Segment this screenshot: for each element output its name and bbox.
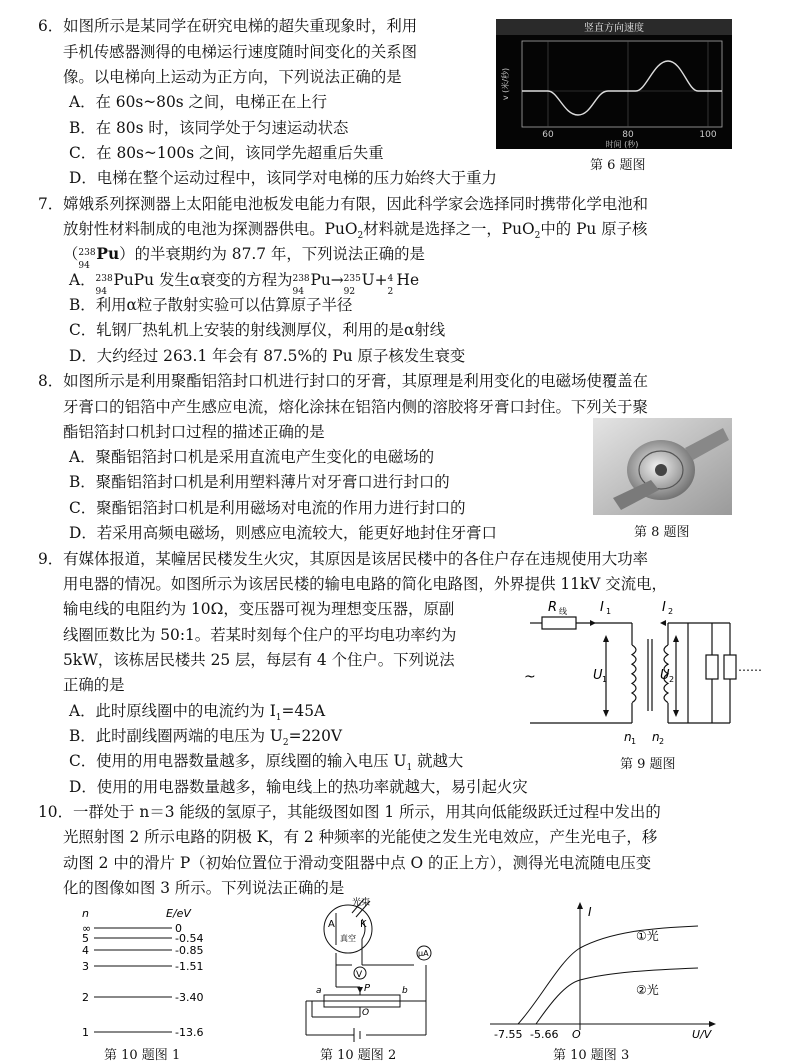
q10-fig3-xlabel: U/V <box>692 1028 712 1040</box>
q9-option-c: C．使用的用电器数量越多，原线圈的输入电压 $U_1$ 就越大 <box>69 752 464 774</box>
q9-line-4: 线圈匝数比为 50:1。若某时刻每个住户的平均电功率约为 <box>63 626 457 644</box>
q9-line-1: 9．有媒体报道，某幢居民楼发生火灾，其原因是该居民楼中的各住户存在违规使用大功率 <box>38 550 649 568</box>
q9-label-r: R <box>548 600 558 615</box>
q10-fig2-label-a: A <box>328 919 335 930</box>
svg-text:2: 2 <box>659 737 665 745</box>
q6-option-c: C．在 80s~100s 之间，该同学先超重后失重 <box>69 144 384 162</box>
q10-level-n-inf: ∞ <box>82 922 92 935</box>
q6-line-3: 像。以电梯向上运动为正方向，下列说法正确的是 <box>63 68 402 86</box>
q10-fig3-ylabel: I <box>588 905 592 919</box>
q9-label-ac: ~ <box>524 669 536 685</box>
q6-chart-ylabel: v (米/秒) <box>501 67 510 101</box>
q10-fig1-n-label: n <box>82 907 89 920</box>
q9-line-3: 输电线的电阻约为 10Ω，变压器可视为理想变压器，原副 <box>63 600 455 618</box>
q10-fig3-series-1: ①光 <box>636 929 659 943</box>
q9-line-2: 用电器的情况。如图所示为该居民楼的输电电路的简化电路图，外界提供 11kV 交流电， <box>63 575 667 593</box>
q8-line-2: 牙膏口的铝箔中产生感应电流，熔化涂抹在铝箔内侧的溶胶将牙膏口封住。下列关于聚 <box>63 398 648 416</box>
q10-fig1-caption: 第 10 题图 1 <box>104 1048 181 1063</box>
q8-option-a: A．聚酯铝箔封口机是采用直流电产生变化的电磁场的 <box>69 448 435 466</box>
q6-tick-60: 60 <box>542 130 554 140</box>
q10-fig2-label-vacuum: 真空 <box>340 934 356 943</box>
q6-line-2: 手机传感器测得的电梯运行速度随时间变化的关系图 <box>63 43 417 61</box>
q10-fig2-label-k: K <box>360 919 367 930</box>
q6-caption: 第 6 题图 <box>590 158 646 173</box>
q10-level-e-4: -0.85 <box>175 944 204 957</box>
svg-text:2: 2 <box>669 675 675 684</box>
q10-fig2-label-p: P <box>364 983 371 994</box>
q10-fig1-e-label: E/eV <box>166 907 191 920</box>
q8-line-3: 酯铝箔封口机封口过程的描述正确的是 <box>63 423 325 441</box>
svg-text:1: 1 <box>606 607 612 616</box>
q7-line-3: （ 238 94 Pu）的半衰期约为 87.7 年，下列说法正确的是 <box>63 245 425 271</box>
q8-option-b: B．聚酯铝箔封口机是利用塑料薄片对牙膏口进行封口的 <box>69 473 450 491</box>
svg-text:2: 2 <box>668 607 674 616</box>
q10-iv-graph <box>480 900 730 1040</box>
q7-option-d: D．大约经过 263.1 年会有 87.5%的 Pu 原子核发生衰变 <box>69 347 466 365</box>
q10-curve-light-2 <box>536 968 698 1024</box>
q10-level-n-2: 2 <box>82 991 89 1004</box>
q9-line-6: 正确的是 <box>63 676 125 694</box>
q10-fig2-label-v: V <box>356 970 363 980</box>
q7-option-c: C．轧钢厂热轧机上安装的射线测厚仪，利用的是α射线 <box>69 321 446 339</box>
q9-label-r-sub: 线 <box>559 607 567 616</box>
q10-photoelectric-circuit <box>294 895 444 1043</box>
q7-option-a: A． 238 94 PuPu 发生α衰变的方程为 238 94 Pu→ 235 92 U+ 4 2 He <box>69 271 420 297</box>
q10-level-e-3: -1.51 <box>175 960 204 973</box>
q10-energy-level-diagram <box>80 905 220 1040</box>
q8-line-1: 8．如图所示是利用聚酯铝箔封口机进行封口的牙膏，其原理是利用变化的电磁场使覆盖在 <box>38 372 649 390</box>
q7-line-1: 7．嫦娥系列探测器上太阳能电池板发电能力有限，因此科学家会选择同时携带化学电池和 <box>38 195 649 213</box>
q6-option-d: D．电梯在整个运动过程中，该同学对电梯的压力始终大于重力 <box>69 169 497 187</box>
q10-level-e-inf: 0 <box>175 922 182 935</box>
q8-option-d: D．若采用高频电磁场，则感应电流较大，能更好地封住牙膏口 <box>69 524 497 542</box>
q9-circuit-diagram <box>520 595 770 745</box>
q6-tick-100: 100 <box>699 130 717 140</box>
q9-label-n2: n <box>652 730 660 744</box>
q6-chart-title: 竖直方向速度 <box>584 23 644 34</box>
q9-label-u1: U <box>593 668 603 683</box>
q10-fig3-origin: O <box>572 1028 581 1040</box>
q9-label-n1: n <box>624 730 632 744</box>
q9-line-5: 5kW，该栋居民楼共 25 层，每层有 4 个住户。下列说法 <box>63 651 455 669</box>
q9-caption: 第 9 题图 <box>620 757 676 772</box>
q10-fig2-label-o: O <box>362 1008 370 1018</box>
q6-velocity-chart <box>496 19 732 149</box>
q6-option-b: B．在 80s 时，该同学处于匀速运动状态 <box>69 119 349 137</box>
q10-level-n-3: 3 <box>82 960 89 973</box>
q9-label-dots: …… <box>738 660 762 674</box>
q10-fig2-label-ua: μA <box>418 949 429 958</box>
q8-sealer-photo <box>593 418 732 515</box>
q10-level-e-1: -13.6 <box>175 1026 204 1039</box>
svg-text:1: 1 <box>631 737 637 745</box>
q10-level-n-1: 1 <box>82 1026 89 1039</box>
q10-level-e-2: -3.40 <box>175 991 204 1004</box>
q9-option-b: B．此时副线圈两端的电压为 $U_2=220V$ <box>69 727 342 749</box>
q10-fig2-caption: 第 10 题图 2 <box>320 1048 397 1063</box>
q9-option-a: A．此时原线圈中的电流约为 $I_1=45A$ <box>69 702 326 724</box>
q10-level-n-4: 4 <box>82 944 89 957</box>
q10-fig2-label-a-end: a <box>316 986 322 996</box>
q6-tick-80: 80 <box>622 130 634 140</box>
q9-label-u2: U <box>660 668 670 683</box>
q10-fig3-tick-1: -7.55 <box>494 1028 523 1040</box>
q10-fig3-tick-2: -5.66 <box>530 1028 559 1040</box>
q8-caption: 第 8 题图 <box>634 525 690 540</box>
q8-option-c: C．聚酯铝箔封口机是利用磁场对电流的作用力进行封口的 <box>69 499 466 517</box>
q10-line-1: 10．一群处于 n＝3 能级的氢原子，其能级图如图 1 所示，用其向低能级跃迁过程中发出的 <box>38 803 661 821</box>
q9-label-i1: I <box>600 600 604 615</box>
q10-fig3-caption: 第 10 题图 3 <box>553 1048 630 1063</box>
q10-fig2-label-beam: 光束 <box>352 898 371 908</box>
q6-chart-xlabel: 时间 (秒) <box>605 140 639 149</box>
q7-line-2: 放射性材料制成的电池为探测器供电。PuO$_2$材料就是选择之一，PuO$_2$中的 Pu 原子核 <box>63 220 648 242</box>
q9-label-i2: I <box>662 600 666 615</box>
svg-text:1: 1 <box>602 675 608 684</box>
q10-line-4: 化的图像如图 3 所示。下列说法正确的是 <box>63 879 345 897</box>
q9-option-d: D．使用的用电器数量越多，输电线上的热功率就越大，易引起火灾 <box>69 778 528 796</box>
q10-level-e-5: -0.54 <box>175 932 204 945</box>
q10-line-2: 光照射图 2 所示电路的阴极 K，有 2 种频率的光能使之发生光电效应，产生光电子，移 <box>63 828 658 846</box>
q6-line-1: 6．如图所示是某同学在研究电梯的超失重现象时，利用 <box>38 17 418 35</box>
q10-fig3-series-2: ②光 <box>636 983 659 997</box>
q10-level-n-5: 5 <box>82 932 89 945</box>
q7-option-b: B．利用α粒子散射实验可以估算原子半径 <box>69 296 353 314</box>
q10-fig2-label-b-end: b <box>402 986 408 996</box>
q6-option-a: A．在 60s~80s 之间，电梯正在上行 <box>69 93 328 111</box>
q10-line-3: 动图 2 中的滑片 P（初始位置位于滑动变阻器中点 O 的正上方），测得光电流随电压变 <box>63 854 652 872</box>
